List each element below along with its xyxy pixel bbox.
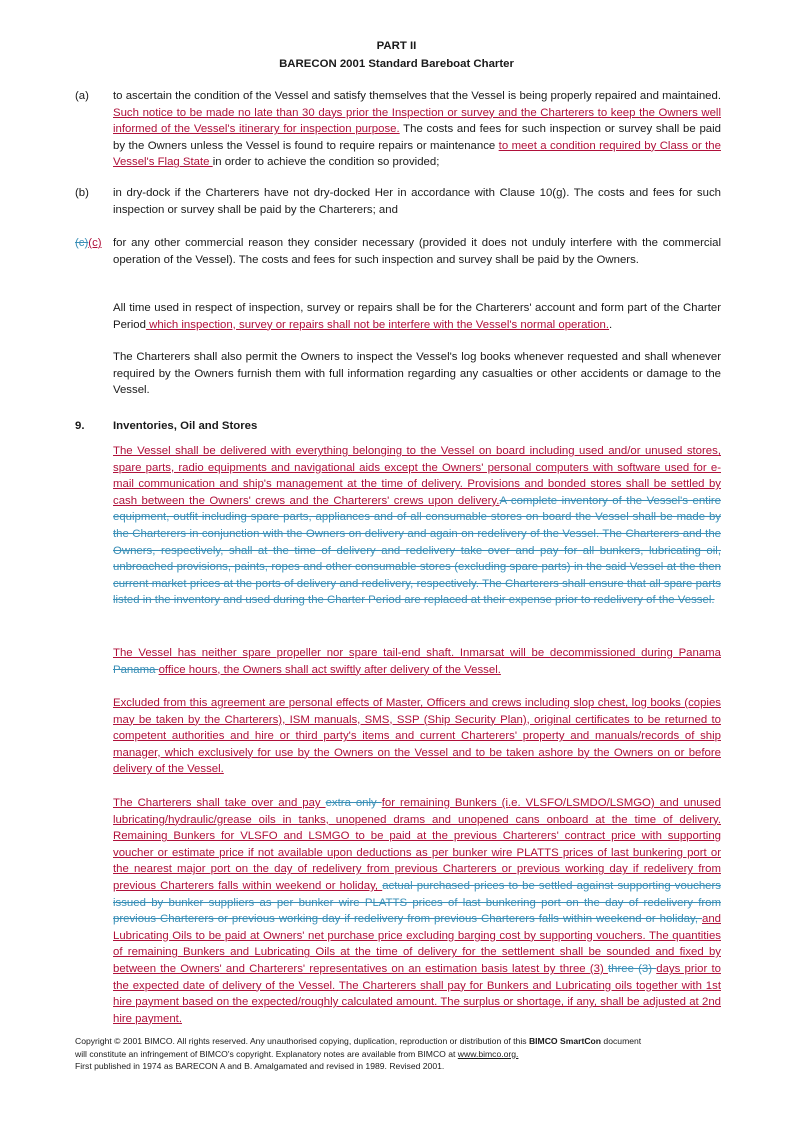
time-paragraph-text-1: All time used in respect of inspection, survey or repairs shall be for the Charterers' account and form part of the Charter Period	[113, 302, 721, 331]
section-9-para-1-deletion: A complete inventory of the Vessel's entire equipment, outfit including spare parts, appliances and of all consumable stores on board the Vessel shall be made by the Charterers in conjunction with the Owners on delivery and again on redelivery of the Vessel. The Charterers and the Owners, respectively, shall at the time of delivery and redelivery take over and pay for all bunkers, lubricating oil, unbroached provisions, paints, ropes and other consumable stores (excluding spare parts) in the said Vessel at the then current market prices at the ports of delivery and redelivery, respectively. The Charterers shall ensure that all spare parts listed in the inventory and used during the Charter Period are replaced at their expense prior to redelivery of the Vessel.	[113, 494, 721, 607]
clause-c-label-inserted: (c)	[88, 237, 102, 249]
section-9-para-2-insertion-2: office hours, the Owners shall act swiftly after delivery of the Vessel.	[158, 663, 501, 676]
clause-a-label: (a)	[75, 90, 89, 102]
section-9-para-4-text	[113, 795, 721, 1027]
section-9-number: 9.	[75, 420, 85, 432]
footer-line-2	[75, 1048, 735, 1061]
section-9-para-3-insertion: Excluded from this agreement are personal effects of Master, Officers and crews including slop chest, log books (copies may be taken by the Charterers), ISM manuals, SMS, SSP (Ship Security Plan), original certificates to be returned to competent authorities and hire or third party's items and current Charterers' property and manuals/records of ship manager, which exclusively for use by the Owners on the Vessel and to be taken ashore by the Owners on or before delivery of the Vessel.	[113, 697, 721, 776]
clause-a-text-2: The costs and fees for such inspection or survey shall be paid by the Owners unless the Vessel is found to require repairs or maintenance	[113, 123, 721, 152]
section-9-para-1-text	[113, 443, 721, 609]
logbooks-paragraph-text: The Charterers shall also permit the Owners to inspect the Vessel's log books whenever requested and shall whenever required by the Owners furnish them with full information regarding any casualties or other accidents or damage to the Vessel.	[113, 351, 721, 397]
section-9-para-4-insertion-1: The Charterers shall take over and pay	[113, 797, 326, 809]
footer-line-1	[75, 1035, 735, 1048]
section-9-title: Inventories, Oil and Stores	[113, 420, 258, 432]
clause-a-text-3: in order to achieve the condition so provided;	[212, 156, 440, 169]
clause-c-text: for any other commercial reason they consider necessary (provided it does not unduly interfere with the commercial operation of the Vessel). The costs and fees for such inspection and survey shall be paid by the Owners.	[113, 237, 721, 266]
footer-line-3: First published in 1974 as BARECON A and B. Amalgamated and revised in 1989. Revised 2001.	[75, 1061, 445, 1071]
part-label: PART II	[376, 40, 417, 52]
clause-a-text-1: to ascertain the condition of the Vessel and satisfy themselves that the Vessel is being properly repaired and maintained.	[113, 90, 721, 102]
clause-a-text	[113, 88, 721, 171]
time-paragraph-text	[113, 300, 721, 333]
section-9-para-4-insertion-4: days prior to the expected date of delivery of the Vessel. The Charterers shall pay for Bunkers and Lubricating oils together with 1st hire payment based on the expected/roughly calculated amount. The surplus or shortage, if any, shall be adjusted at 2nd hire payment.	[113, 962, 721, 1025]
clause-b-label: (b)	[75, 187, 89, 199]
page-title: BARECON 2001 Standard Bareboat Charter	[279, 58, 514, 70]
clause-a-insertion-1: Such notice to be made no late than 30 days prior the Inspection or survey and the Charterers to keep the Owners well informed of the Vessel's itinerary for inspection purpose.	[113, 106, 721, 136]
section-9-para-4-deletion-3: three (3)	[607, 962, 657, 975]
footer-smartcon: BIMCO SmartCon	[528, 1036, 602, 1046]
footer-line-1-text: Copyright © 2001 BIMCO. All rights reserved. Any unauthorised copying, duplication, reproduction or distribution of this	[75, 1036, 529, 1046]
footer-line-1-end: document	[601, 1036, 642, 1046]
time-paragraph-text-2: .	[609, 318, 613, 331]
footer-line-2-text: will constitute an infringement of BIMCO's copyright. Explanatory notes are available from BIMCO at	[75, 1048, 458, 1059]
clause-c-label	[75, 235, 102, 252]
time-paragraph-insertion: which inspection, survey or repairs shall not be interfere with the Vessel's normal operation.	[145, 318, 610, 331]
section-9-para-4-deletion-2: actual purchased prices to be settled against supporting vouchers issued by bunker suppliers as per bunker wire PLATTS prices of last bunkering port on the day of redelivery from previous Charterers or previous working day if redelivery from previous Charterers falls within weekend or holiday,	[113, 879, 721, 926]
section-9-para-2-deletion: Panama	[113, 663, 159, 676]
clause-b-text: in dry-dock if the Charterers have not dry-docked Her in accordance with Clause 10(g). The costs and fees for such inspection or survey shall be paid by the Charterers; and	[113, 187, 721, 216]
section-9-para-1-insertion: The Vessel shall be delivered with everything belonging to the Vessel on board including used and/or unused stores, spare parts, radio equipments and navigational aids except the Owners' personal computers with software used for e-mail communication and ship's management at the time of delivery. Provisions and bonded stores shall be settled by cash between the Owners' crews and the Charterers' crews upon delivery.	[113, 445, 721, 507]
section-9-para-4-deletion-1: extra only	[325, 797, 382, 809]
section-9-para-4-insertion-3: and Lubricating Oils to be paid at Owners' net purchase price excluding barging cost by supporting vouchers. The quantities of remaining Bunkers and Lubricating Oils at the time of delivery for the settlement shall be sounded and fixed by between the Owners' and Charterers' representatives on an estimation basis latest by three (3)	[113, 913, 721, 975]
section-9-para-3-text	[113, 695, 721, 778]
section-9-para-2-insertion-1: The Vessel has neither spare propeller nor spare tail-end shaft. Inmarsat will be decommissioned during Panama	[113, 647, 721, 659]
clause-a-insertion-2: to meet a condition required by Class or the Vessel's Flag State	[113, 139, 721, 169]
section-9-para-2-text	[113, 645, 721, 678]
clause-c-label-deleted: (c)	[75, 237, 89, 249]
bimco-website-link[interactable]: www.bimco.org.	[457, 1048, 519, 1059]
section-9-para-4-insertion-2: for remaining Bunkers (i.e. VLSFO/LSMDO/LSMGO) and unused lubricating/hydraulic/grease oils in tanks, unopened drams and unopened cans onboard at the time of delivery. Remaining Bunkers for VLSFO and LSMGO to be paid at the previous Charterers' contract price with supporting voucher or estimate price if not available upon deductions as per bunker wire PLATTS prices of last bunkering port or the nearest major port on the day of redelivery from previous Charterers or previous working day if redelivery from previous Charterers falls within weekend or holiday,	[113, 797, 721, 892]
copyright-footer	[75, 1035, 735, 1073]
